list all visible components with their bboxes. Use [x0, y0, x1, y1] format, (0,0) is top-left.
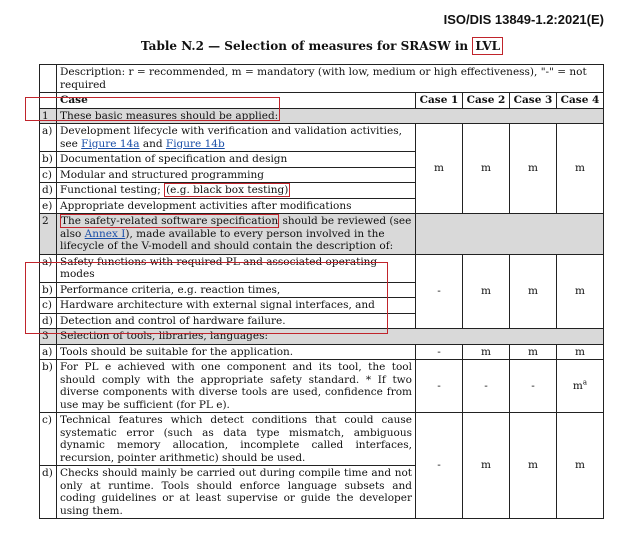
section-row — [40, 108, 604, 124]
row-number: a) — [40, 124, 57, 152]
col-case1: Case 1 — [416, 93, 463, 109]
row-number: e) — [40, 198, 57, 214]
value-cell: m — [510, 413, 557, 519]
row-number: a) — [40, 254, 57, 282]
row-text: Hardware architecture with external signal interfaces, and — [57, 298, 416, 314]
value-cell: m — [557, 254, 604, 329]
lvl-highlight: LVL — [472, 37, 503, 55]
figure-14a-link[interactable]: Figure 14a — [81, 137, 140, 150]
section-row — [40, 214, 604, 255]
col-case2: Case 2 — [463, 93, 510, 109]
highlight-box: (e.g. black box testing) — [166, 184, 289, 196]
row-number: d) — [40, 183, 57, 199]
table-title-text: Table N.2 — Selection of measures for SRASW in — [140, 39, 473, 53]
col-case3: Case 3 — [510, 93, 557, 109]
value-cell: - — [416, 254, 463, 329]
row-number: b) — [40, 360, 57, 413]
row-text: Performance criteria, e.g. reaction times, — [57, 282, 416, 298]
value-cell: m — [557, 344, 604, 360]
row-text: Appropriate development activities after modifications — [57, 198, 416, 214]
highlight-box: The safety-related software specification — [61, 215, 279, 227]
row-number: b) — [40, 152, 57, 168]
value-cell: - — [416, 344, 463, 360]
row-number: c) — [40, 167, 57, 183]
table-row — [40, 360, 604, 413]
value-cell: m — [557, 124, 604, 214]
row-number: d) — [40, 313, 57, 329]
row-number: c) — [40, 413, 57, 466]
table-title — [0, 39, 644, 53]
row-text: Modular and structured programming — [57, 167, 416, 183]
document-id: ISO/DIS 13849-1.2:2021(E) — [443, 12, 604, 27]
row-number: a) — [40, 344, 57, 360]
value-cell: m — [416, 124, 463, 214]
value-cell: - — [463, 360, 510, 413]
row-text: Documentation of specification and design — [57, 152, 416, 168]
section-title: Selection of tools, libraries, languages: — [57, 329, 604, 345]
col-case: Case — [57, 93, 416, 109]
footnote-mark: a — [582, 378, 588, 387]
row-number: c) — [40, 298, 57, 314]
value-cell: m — [463, 254, 510, 329]
value-cell: m — [463, 344, 510, 360]
row-text: For PL e achieved with one component and its tool, the tool should comply with the appropriate safety standard. * If two diverse components with diverse tools are used, confidence from use may be sufficient (for PL e). — [57, 360, 416, 413]
value-cell: m — [557, 413, 604, 519]
col-case4: Case 4 — [557, 93, 604, 109]
table-row — [40, 254, 604, 282]
value-cell: - — [416, 413, 463, 519]
value-cell: $m^a$ — [557, 360, 604, 413]
value-cell: - — [510, 360, 557, 413]
value-cell: m — [510, 344, 557, 360]
row-text: Checks should mainly be carried out during compile time and not only at runtime. Tools should enforce language subsets and coding guidelines or at least supervise or guide the developer using them. — [57, 466, 416, 519]
value-cell: m — [463, 413, 510, 519]
table-row — [40, 413, 604, 466]
section-row — [40, 329, 604, 345]
row-number: b) — [40, 282, 57, 298]
value-cell: m — [463, 124, 510, 214]
row-text: Technical features which detect conditions that could cause systematic error (such as data type mismatch, ambiguous dynamic memory allocation, incomplete called interfaces, recursion, pointer arithmetic) should be used. — [57, 413, 416, 466]
value-cell: m — [510, 124, 557, 214]
table-row — [40, 344, 604, 360]
section-title: These basic measures should be applied: — [57, 108, 604, 124]
row-number: 3 — [40, 329, 57, 345]
figure-14b-link[interactable]: Figure 14b — [165, 137, 225, 150]
section-title: The safety-related software specification should be reviewed (see also Annex I), made available to every person involved in the lifecycle of the V-modell and should contain the description of: — [57, 214, 416, 255]
row-text: Functional testing; (e.g. black box testing) — [57, 183, 416, 199]
annex-i-link[interactable]: Annex I — [84, 227, 126, 240]
row-text: Development lifecycle with verification and validation activities, see Figure 14a and Figure 14b — [57, 124, 416, 152]
value-cell: m — [510, 254, 557, 329]
table-row — [40, 124, 604, 152]
row-number: 2 — [40, 214, 57, 255]
measures-table — [39, 64, 604, 519]
row-text: Detection and control of hardware failure. — [57, 313, 416, 329]
row-text: Tools should be suitable for the application. — [57, 344, 416, 360]
row-text: Safety functions with required PL and associated operating modes — [57, 254, 416, 282]
value-cell: - — [416, 360, 463, 413]
row-number: d) — [40, 466, 57, 519]
row-number: 1 — [40, 108, 57, 124]
table-description: Description: r = recommended, m = mandatory (with low, medium or high effectiveness), "-" = not required — [57, 65, 604, 93]
header-row — [40, 93, 604, 109]
